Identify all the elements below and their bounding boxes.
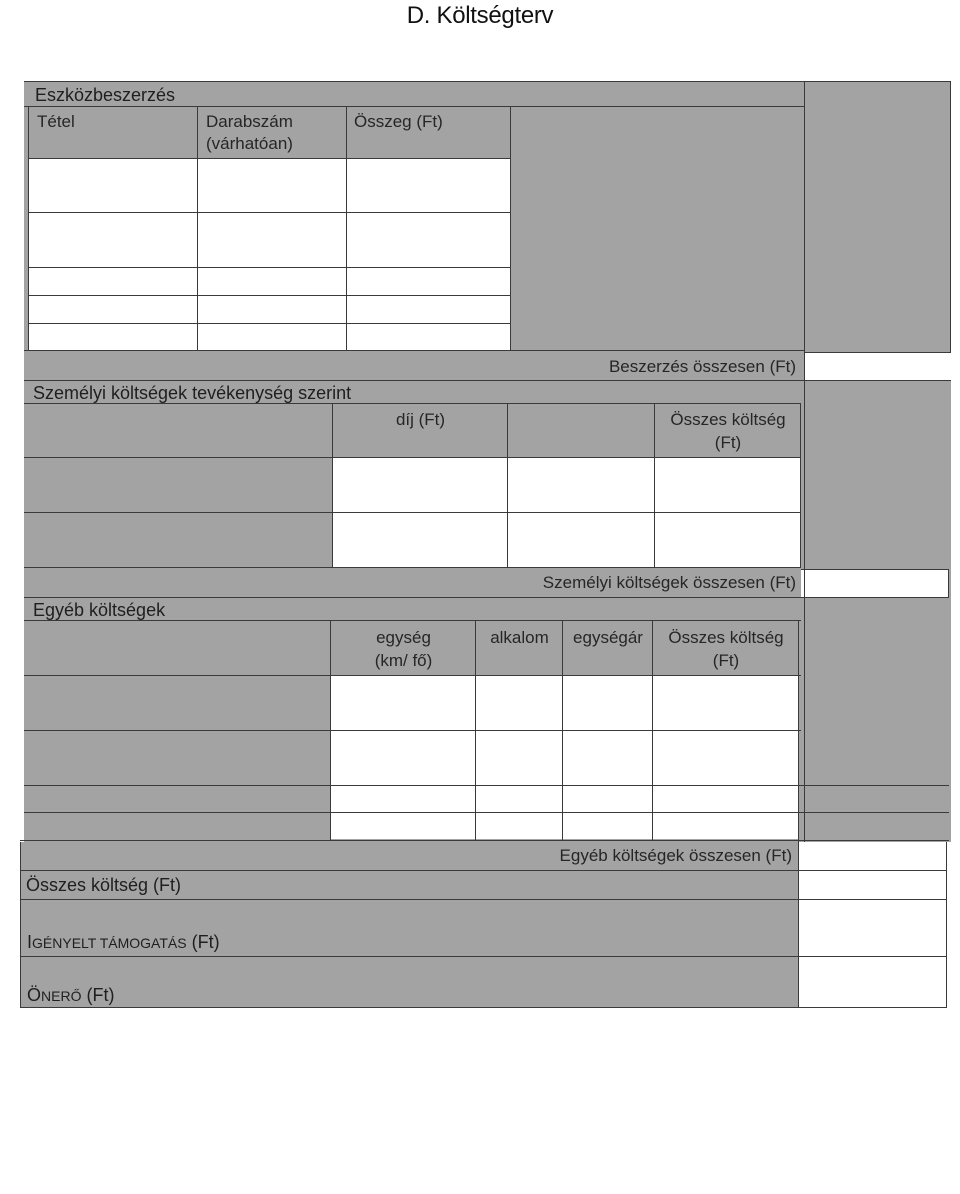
equipment-total-input[interactable]	[805, 352, 951, 380]
requested-support-input[interactable]	[799, 899, 947, 956]
equipment-col-amount: Összeg (Ft)	[354, 112, 443, 131]
equipment-item-cell[interactable]	[29, 158, 198, 350]
personnel-total-label: Személyi költségek összesen (Ft)	[542, 573, 796, 592]
equipment-quantity-cell[interactable]	[198, 158, 347, 350]
other-col-unit-line2: (km/ fő)	[374, 651, 433, 670]
other-col-unit-line1: egység	[376, 628, 431, 647]
requested-support-label: IGÉNYELT TÁMOGATÁS (Ft)	[27, 932, 220, 952]
other-section-title: Egyéb költségek	[33, 600, 166, 620]
personnel-section-title: Személyi költségek tevékenység szerint	[33, 383, 352, 403]
equipment-col-item: Tétel	[37, 112, 75, 131]
other-col-unit-price: egységár	[573, 628, 643, 647]
equipment-section-title: Eszközbeszerzés	[35, 85, 176, 105]
other-total-cell[interactable]	[653, 675, 799, 839]
other-col-total-line1: Összes költség	[668, 628, 784, 647]
personnel-col-fee: díj (Ft)	[395, 410, 446, 429]
page-title: D. Költségterv	[406, 2, 554, 29]
other-col-occasion: alkalom	[490, 628, 549, 647]
right-column-gray	[805, 82, 951, 842]
other-col-total-line2: (Ft)	[712, 651, 740, 670]
other-total-label: Egyéb költségek összesen (Ft)	[559, 846, 792, 865]
other-unit-cell[interactable]	[331, 675, 476, 839]
total-cost-input[interactable]	[799, 870, 947, 899]
other-total-input[interactable]	[799, 842, 947, 870]
personnel-col-total-line2: (Ft)	[714, 433, 742, 452]
equipment-total-label: Beszerzés összesen (Ft)	[608, 357, 796, 376]
other-unit-price-cell[interactable]	[563, 675, 653, 839]
other-occasion-cell[interactable]	[476, 675, 563, 839]
summary-gray-area	[20, 842, 799, 1008]
equipment-col-quantity-line2: (várhatóan)	[206, 134, 293, 153]
own-contribution-label: ÖNERŐ (Ft)	[27, 985, 115, 1005]
personnel-total-input[interactable]	[801, 569, 949, 597]
equipment-col-quantity-line1: Darabszám	[206, 112, 293, 131]
own-contribution-input[interactable]	[799, 956, 947, 1008]
personnel-col-total-line1: Összes költség	[670, 410, 786, 429]
total-cost-label: Összes költség (Ft)	[26, 875, 182, 895]
equipment-amount-cell[interactable]	[347, 158, 511, 350]
